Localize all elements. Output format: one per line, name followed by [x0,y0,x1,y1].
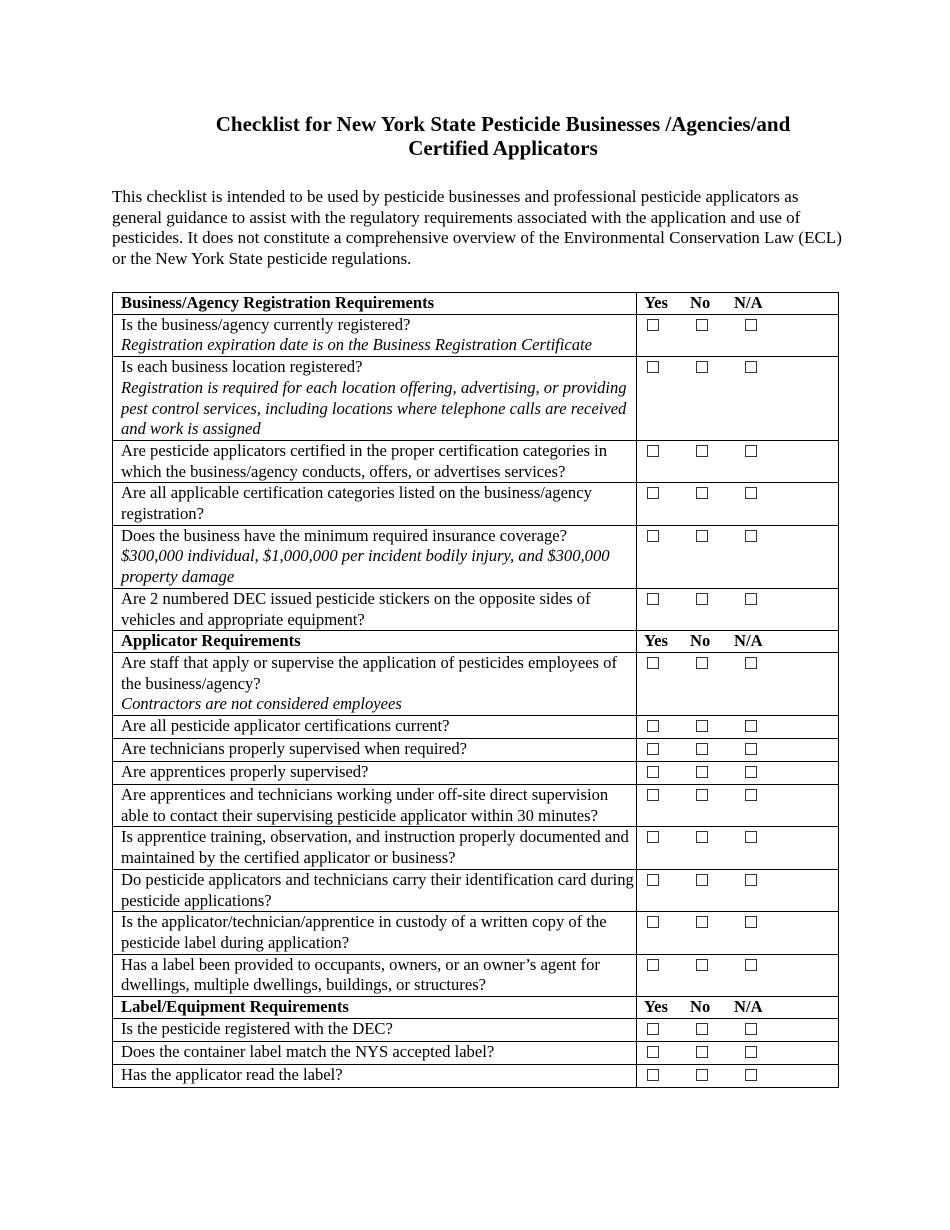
no-checkbox[interactable] [696,959,708,971]
na-label: N/A [734,997,763,1017]
question-cell [113,1041,637,1064]
checklist-row [113,869,839,911]
answer-cell [637,525,839,588]
answer-cell [637,1064,839,1087]
question-cell [113,954,637,996]
checklist-row [113,440,839,482]
answer-cell [637,588,839,630]
na-checkbox[interactable] [745,361,757,373]
na-checkbox[interactable] [745,766,757,778]
no-checkbox[interactable] [696,445,708,457]
yes-checkbox[interactable] [647,319,659,331]
na-checkbox[interactable] [745,720,757,732]
no-checkbox[interactable] [696,789,708,801]
answer-cell [637,314,839,356]
question-text: Is the applicator/technician/apprentice in custody of a written copy of the pesticide label during application? [121,912,607,952]
na-checkbox[interactable] [745,1046,757,1058]
no-checkbox[interactable] [696,593,708,605]
section-heading: Applicator Requirements [113,631,637,653]
question-cell [113,869,637,911]
section-header-row [113,997,839,1019]
question-cell [113,716,637,739]
na-checkbox[interactable] [745,487,757,499]
na-checkbox[interactable] [745,319,757,331]
question-text: Does the business have the minimum required insurance coverage? [121,525,568,545]
question-text: Is apprentice training, observation, and instruction properly documented and maintained by the certified applicator or business? [121,827,629,868]
question-text: Are all pesticide applicator certifications current? [121,716,450,736]
question-cell [113,785,637,827]
question-note: Contractors are not considered employees [121,694,402,714]
checklist-row [113,314,839,356]
question-cell [113,314,637,356]
answer-cell [637,869,839,911]
question-text: Are 2 numbered DEC issued pesticide stickers on the opposite sides of vehicles and appropriate equipment? [121,588,591,629]
answer-cell [637,483,839,525]
checklist-row [113,1041,839,1064]
na-checkbox[interactable] [745,916,757,928]
question-cell [113,525,637,588]
na-checkbox[interactable] [745,789,757,801]
no-checkbox[interactable] [696,831,708,843]
question-note: Registration is required for each location offering, advertising, or providing pest control services, including locations where telephone calls are received and work is assigned [121,377,627,439]
no-checkbox[interactable] [696,916,708,928]
answer-cell [637,954,839,996]
answer-cell [637,440,839,482]
yes-checkbox[interactable] [647,743,659,755]
answer-cell [637,785,839,827]
no-checkbox[interactable] [696,319,708,331]
question-text: Has the applicator read the label? [121,1064,343,1084]
no-checkbox[interactable] [696,1023,708,1035]
option-labels [637,293,839,315]
yes-checkbox[interactable] [647,874,659,886]
section-header-row [113,631,839,653]
yes-checkbox[interactable] [647,657,659,669]
yes-checkbox[interactable] [647,361,659,373]
no-checkbox[interactable] [696,743,708,755]
checklist-row [113,716,839,739]
no-checkbox[interactable] [696,530,708,542]
title-line-2: Certified Applicators [408,136,598,160]
checklist-row [113,954,839,996]
na-checkbox[interactable] [745,959,757,971]
na-checkbox[interactable] [745,831,757,843]
answer-cell [637,357,839,441]
question-cell [113,588,637,630]
question-cell [113,762,637,785]
yes-checkbox[interactable] [647,720,659,732]
section-heading: Business/Agency Registration Requirements [113,293,637,315]
checklist-row [113,1018,839,1041]
answer-cell [637,827,839,869]
answer-cell [637,1041,839,1064]
question-cell [113,357,637,441]
question-text: Are apprentices and technicians working under off-site direct supervision able to contact their supervising pesticide applicator within 30 minutes? [121,785,609,825]
question-cell [113,1018,637,1041]
na-label: N/A [734,293,763,312]
option-labels [637,997,839,1019]
no-label: No [690,293,711,312]
checklist-row [113,762,839,785]
checklist-row [113,1064,839,1087]
no-checkbox[interactable] [696,657,708,669]
yes-checkbox[interactable] [647,959,659,971]
question-note: $300,000 individual, $1,000,000 per incident bodily injury, and $300,000 property damage [121,546,610,587]
intro-paragraph: This checklist is intended to be used by pesticide businesses and professional pesticide applicators as general guidance to assist with the regulatory requirements associated with the application and use of pesticides. It does not constitute a comprehensive overview of the Environmental Conservation Law (ECL) or the New York State pesticide regulations. [112,187,842,269]
no-checkbox[interactable] [696,1046,708,1058]
yes-checkbox[interactable] [647,445,659,457]
question-text: Are apprentices properly supervised? [121,762,369,782]
question-text: Are staff that apply or supervise the application of pesticides employees of the business/agency? [121,652,617,693]
checklist-row [113,652,839,715]
na-label: N/A [734,631,763,651]
na-checkbox[interactable] [745,743,757,755]
answer-cell [637,1018,839,1041]
checklist-table [112,292,839,1088]
question-text: Has a label been provided to occupants, owners, or an owner’s agent for dwellings, multiple dwellings, buildings, or structures? [121,954,600,995]
no-checkbox[interactable] [696,874,708,886]
yes-checkbox[interactable] [647,1023,659,1035]
page-title [0,112,950,160]
question-cell [113,652,637,715]
yes-checkbox[interactable] [647,1069,659,1081]
question-text: Is the pesticide registered with the DEC? [121,1018,393,1038]
question-text: Is the business/agency currently registered? [121,314,411,334]
checklist-row [113,525,839,588]
checklist-row [113,588,839,630]
checklist-row [113,785,839,827]
question-text: Do pesticide applicators and technicians carry their identification card during pesticide applications? [121,869,634,910]
na-checkbox[interactable] [745,874,757,886]
yes-checkbox[interactable] [647,916,659,928]
yes-checkbox[interactable] [647,789,659,801]
question-text: Are pesticide applicators certified in the proper certification categories in which the business/agency conducts, offers, or advertises services? [121,440,608,481]
answer-cell [637,716,839,739]
question-text: Are technicians properly supervised when required? [121,739,468,759]
yes-checkbox[interactable] [647,1046,659,1058]
na-checkbox[interactable] [745,445,757,457]
question-text: Is each business location registered? [121,357,363,377]
no-checkbox[interactable] [696,487,708,499]
question-cell [113,440,637,482]
question-cell [113,739,637,762]
question-cell [113,827,637,869]
no-label: No [690,631,711,651]
section-header-row [113,293,839,315]
no-checkbox[interactable] [696,720,708,732]
yes-checkbox[interactable] [647,487,659,499]
section-heading: Label/Equipment Requirements [113,997,637,1019]
checklist-row [113,912,839,954]
option-labels [637,631,839,653]
na-checkbox[interactable] [745,1069,757,1081]
checklist-row [113,827,839,869]
yes-label: Yes [644,293,668,312]
na-checkbox[interactable] [745,530,757,542]
answer-cell [637,912,839,954]
no-checkbox[interactable] [696,766,708,778]
answer-cell [637,762,839,785]
question-cell [113,483,637,525]
yes-checkbox[interactable] [647,831,659,843]
yes-checkbox[interactable] [647,530,659,542]
answer-cell [637,652,839,715]
question-cell [113,912,637,954]
no-label: No [690,997,711,1017]
yes-label: Yes [644,997,668,1017]
no-checkbox[interactable] [696,1069,708,1081]
question-cell [113,1064,637,1087]
answer-cell [637,739,839,762]
yes-checkbox[interactable] [647,766,659,778]
question-text: Are all applicable certification categories listed on the business/agency registration? [121,483,592,524]
checklist-row [113,483,839,525]
yes-label: Yes [644,631,668,651]
title-line-1: Checklist for New York State Pesticide Businesses /Agencies/and [215,112,791,136]
checklist-row [113,357,839,441]
yes-checkbox[interactable] [647,593,659,605]
no-checkbox[interactable] [696,361,708,373]
question-text: Does the container label match the NYS accepted label? [121,1041,495,1061]
checklist-row [113,739,839,762]
na-checkbox[interactable] [745,1023,757,1035]
na-checkbox[interactable] [745,593,757,605]
question-note: Registration expiration date is on the Business Registration Certificate [121,335,593,355]
na-checkbox[interactable] [745,657,757,669]
